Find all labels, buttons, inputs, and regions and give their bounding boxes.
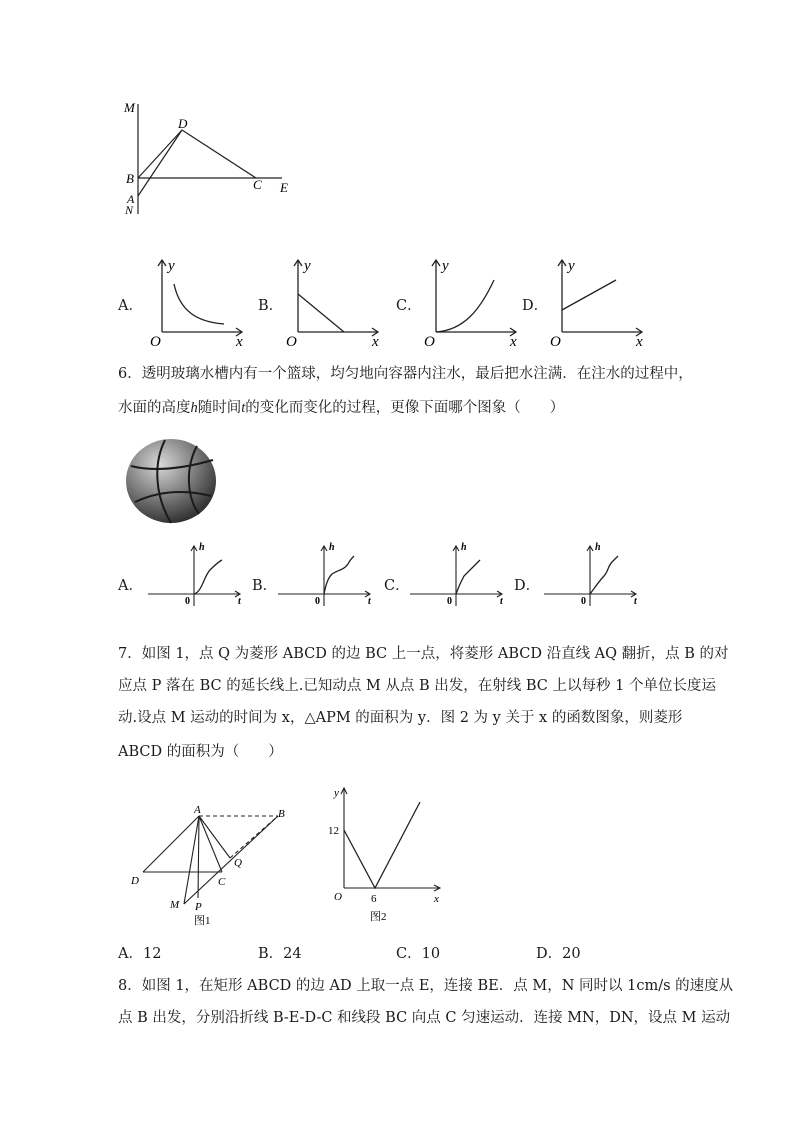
basketball-image — [125, 438, 217, 524]
q8-line-2: 点 B 出发，分别沿折线 B-E-D-C 和线段 BC 向点 C 匀速运动．连接 MN，DN，设点 M 运动 — [118, 1010, 731, 1026]
svg-text:x: x — [434, 893, 439, 905]
svg-text:O: O — [150, 334, 161, 348]
svg-text:t: t — [500, 596, 503, 607]
svg-text:12: 12 — [328, 825, 339, 837]
svg-text:y: y — [334, 787, 339, 799]
q5-option-a-label: A． — [118, 298, 143, 314]
q6-option-c-label: C． — [384, 578, 410, 594]
svg-text:x: x — [372, 334, 379, 348]
label-N: N — [125, 203, 134, 217]
q6-line-1: 6．透明玻璃水槽内有一个篮球，均匀地向容器内注水，最后把水注满．在注水的过程中， — [118, 366, 693, 382]
q7-choice-c: C．10 — [396, 946, 441, 962]
svg-text:h: h — [329, 542, 335, 553]
svg-text:图1: 图1 — [194, 915, 211, 927]
label-A: A — [127, 192, 135, 206]
svg-text:h: h — [199, 542, 205, 553]
q5-option-b-label: B． — [258, 298, 284, 314]
label-E: E — [280, 180, 288, 195]
svg-text:D: D — [131, 875, 139, 887]
svg-text:P: P — [195, 901, 202, 913]
svg-text:B: B — [278, 808, 285, 820]
label-B: B — [126, 171, 134, 186]
svg-text:O: O — [424, 334, 435, 348]
q7-line-2: 应点 P 落在 BC 的延长线上.已知动点 M 从点 B 出发，在射线 BC 上以每秒 1 个单位长度运 — [118, 678, 716, 694]
svg-text:y: y — [442, 258, 449, 274]
svg-text:x: x — [236, 334, 243, 348]
q6-option-d-label: D． — [514, 578, 541, 594]
svg-text:t: t — [238, 596, 241, 607]
svg-text:Q: Q — [234, 857, 242, 869]
svg-text:O: O — [550, 334, 561, 348]
svg-text:6: 6 — [371, 893, 377, 905]
q7-figure-2 — [320, 780, 450, 928]
q7-figure-1 — [126, 800, 296, 930]
q7-line-3: 动.设点 M 运动的时间为 x，△APM 的面积为 y．图 2 为 y 关于 x 的函数图象，则菱形 — [118, 710, 683, 726]
svg-text:x: x — [510, 334, 517, 348]
q6-option-a-graph — [146, 540, 250, 612]
q6-option-b-label: B． — [252, 578, 278, 594]
q5-option-a-graph — [150, 254, 250, 348]
q6-option-c-graph — [408, 540, 512, 612]
q8-line-1: 8．如图 1，在矩形 ABCD 的边 AD 上取一点 E，连接 BE．点 M，N 同时以 1cm/s 的速度从 — [118, 978, 734, 994]
svg-text:O: O — [334, 891, 342, 903]
svg-text:图2: 图2 — [370, 911, 387, 923]
q7-choice-d: D．20 — [536, 946, 581, 962]
svg-text:M: M — [170, 899, 180, 911]
svg-text:0: 0 — [185, 596, 190, 607]
q6-option-a-label: A． — [118, 578, 143, 594]
svg-text:y: y — [304, 258, 311, 274]
svg-text:y: y — [568, 258, 575, 274]
svg-text:x: x — [636, 334, 643, 348]
q7-choice-b: B．24 — [258, 946, 302, 962]
svg-text:t: t — [634, 596, 637, 607]
q6-line-2: 水面的高度h随时间t的变化而变化的过程，更像下面哪个图象（ ） — [118, 400, 565, 416]
q5-option-c-label: C． — [396, 298, 422, 314]
svg-text:O: O — [286, 334, 297, 348]
svg-text:h: h — [595, 542, 601, 553]
label-D: D — [178, 116, 188, 131]
q7-choice-a: A．12 — [118, 946, 162, 962]
q7-line-4: ABCD 的面积为（ ） — [118, 744, 283, 760]
label-C: C — [253, 177, 262, 192]
q6-option-d-graph — [542, 540, 646, 612]
q5-option-d-graph — [550, 254, 650, 348]
q5-option-d-label: D． — [522, 298, 549, 314]
svg-text:A: A — [194, 804, 201, 816]
svg-text:t: t — [368, 596, 371, 607]
q6-option-b-graph — [276, 540, 380, 612]
q5-option-b-graph — [286, 254, 386, 348]
label-M: M — [124, 100, 135, 115]
svg-text:C: C — [218, 876, 226, 888]
q5-option-c-graph — [424, 254, 524, 348]
svg-text:y: y — [168, 258, 175, 274]
svg-text:0: 0 — [447, 596, 452, 607]
svg-text:h: h — [461, 542, 467, 553]
geometry-figure-mdbce — [110, 96, 310, 220]
q7-line-1: 7．如图 1，点 Q 为菱形 ABCD 的边 BC 上一点，将菱形 ABCD 沿直线 AQ 翻折，点 B 的对 — [118, 646, 729, 662]
svg-text:0: 0 — [315, 596, 320, 607]
svg-text:0: 0 — [581, 596, 586, 607]
